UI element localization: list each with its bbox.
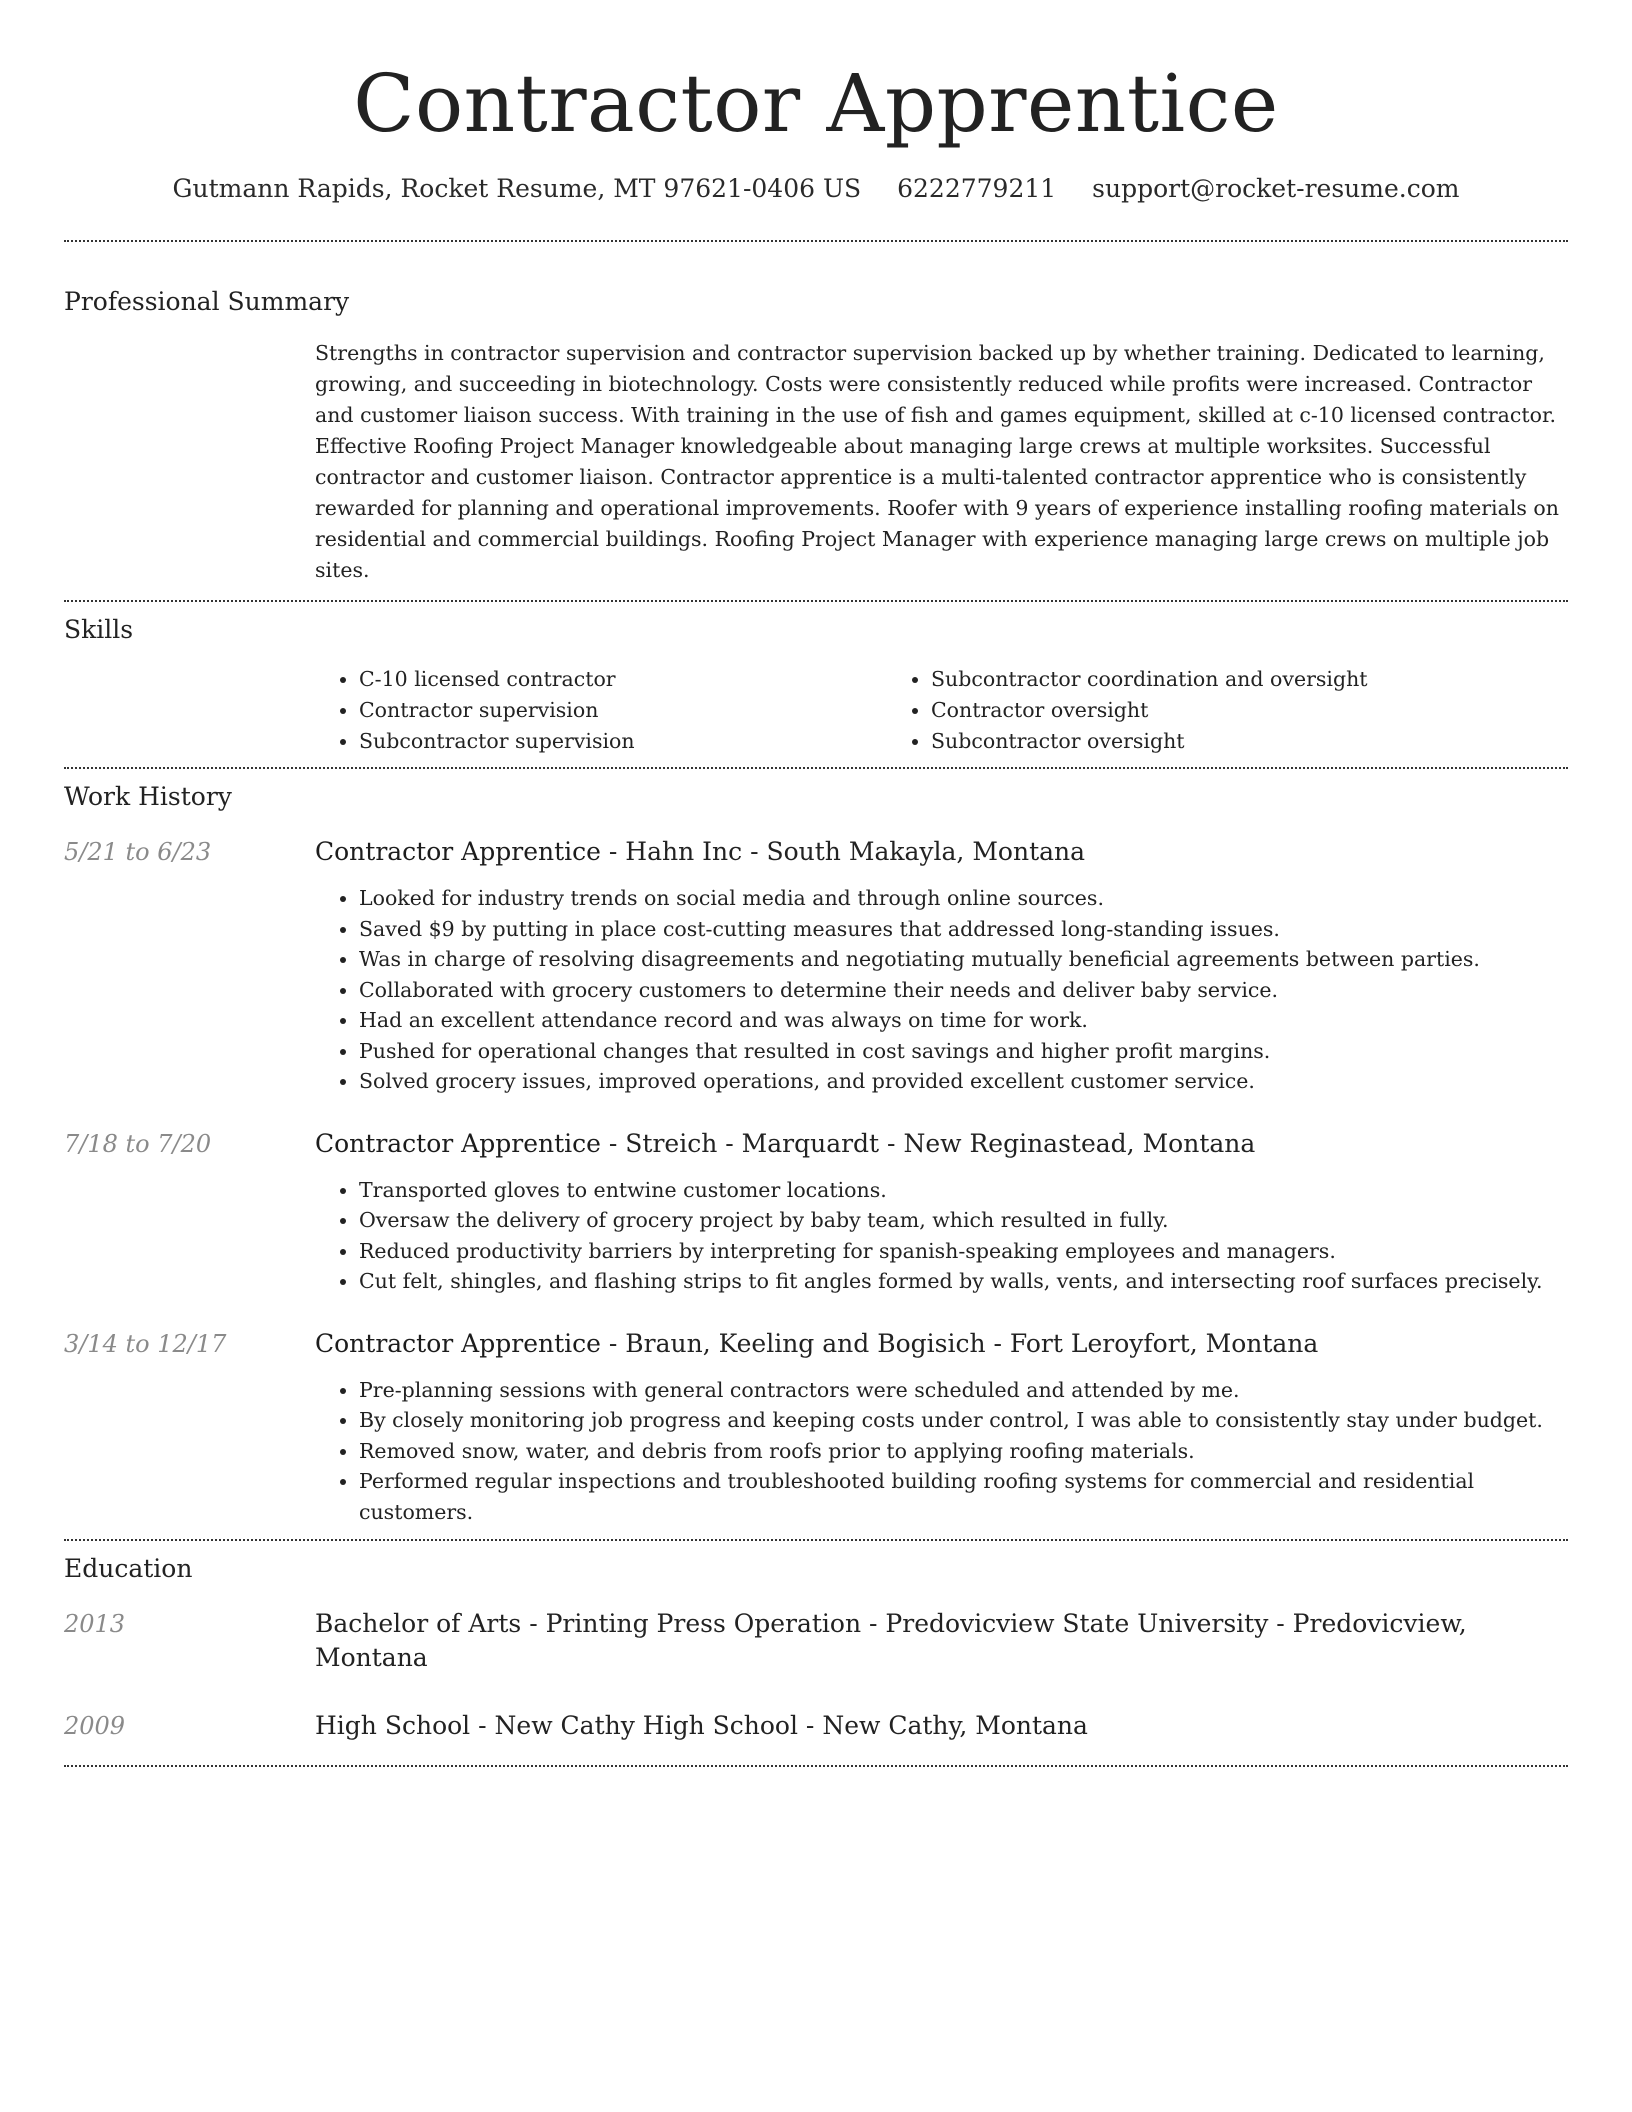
job-bullets xyxy=(315,1175,1568,1297)
job-body xyxy=(315,1327,1568,1528)
skill-item: • Subcontractor coordination and oversight xyxy=(931,664,1459,695)
education-entry xyxy=(64,1709,1568,1743)
education-body xyxy=(315,1607,1568,1675)
skill-item: • Contractor supervision xyxy=(359,695,887,726)
skill-item: • Subcontractor supervision xyxy=(359,726,887,757)
separator: - xyxy=(879,1128,904,1158)
job-bullet: • Transported gloves to entwine customer locations. xyxy=(359,1175,1568,1206)
education-degree: Bachelor of Arts - Printing Press Operation xyxy=(315,1609,862,1638)
skill-item: • C-10 licensed contractor xyxy=(359,664,887,695)
separator: - xyxy=(985,1328,1010,1358)
job-bullet: • Was in charge of resolving disagreements and negotiating mutually beneficial agreements between parties. xyxy=(359,944,1568,975)
divider xyxy=(64,1765,1568,1767)
job-bullet: • Solved grocery issues, improved operations, and provided excellent customer service. xyxy=(359,1066,1568,1097)
job-body xyxy=(315,835,1568,1097)
education-degree: High School xyxy=(315,1711,471,1740)
job-bullet: • Performed regular inspections and troubleshooted building roofing systems for commercial and residential customers. xyxy=(359,1466,1568,1527)
education-entry xyxy=(64,1607,1568,1675)
section-title-education: Education xyxy=(64,1554,193,1583)
separator: - xyxy=(600,1128,626,1158)
job-body xyxy=(315,1127,1568,1297)
separator: - xyxy=(600,837,626,866)
work-history-section xyxy=(64,769,1568,1527)
job-location: New Reginastead, Montana xyxy=(903,1128,1256,1158)
section-title-summary: Professional Summary xyxy=(64,287,350,316)
separator: - xyxy=(742,837,767,866)
job-bullet: • Removed snow, water, and debris from roofs prior to applying roofing materials. xyxy=(359,1436,1568,1467)
job-dates: 3/14 to 12/17 xyxy=(64,1329,227,1358)
job-bullets xyxy=(315,1375,1568,1528)
separator: - xyxy=(600,1328,626,1358)
summary-text: Strengths in contractor supervision and contractor supervision backed up by whether training. Dedicated to learning, growing, and succeeding in biotechnology. Costs were consistently reduced while profits were increased. Contractor and customer liaison success. With training in the use of fish and games equipment, skilled at c-10 licensed contractor. Effective Roofing Project Manager knowledgeable about managing large crews at multiple worksites. Successful contractor and customer liaison. Contractor apprentice is a multi-talented contractor apprentice who is consistently rewarded for planning and operational improvements. Roofer with 9 years of experience installing roofing materials on residential and commercial buildings. Roofing Project Manager with experience managing large crews on multiple job sites. xyxy=(315,341,1559,582)
job-heading xyxy=(315,1327,1568,1361)
education-body xyxy=(315,1709,1568,1743)
job-bullet: • Had an excellent attendance record and was always on time for work. xyxy=(359,1005,1568,1036)
job-title: Contractor Apprentice xyxy=(315,1128,601,1158)
contact-address: Gutmann Rapids, Rocket Resume, MT 97621-0406 US xyxy=(172,174,862,203)
section-title-work: Work History xyxy=(64,782,232,811)
summary-section xyxy=(64,242,1568,586)
contact-email[interactable]: support@rocket-resume.com xyxy=(1092,174,1460,203)
job-employer: Streich - Marquardt xyxy=(625,1128,880,1158)
separator: - xyxy=(797,1711,823,1740)
separator: - xyxy=(1268,1609,1293,1638)
job-heading xyxy=(315,835,1568,869)
separator: - xyxy=(470,1711,495,1740)
education-year: 2013 xyxy=(64,1610,126,1638)
education-school: Predovicview State University xyxy=(885,1609,1269,1638)
skill-item: • Contractor oversight xyxy=(931,695,1459,726)
job-bullet: • By closely monitoring job progress and keeping costs under control, I was able to consistently stay under budget. xyxy=(359,1405,1568,1436)
contact-line xyxy=(64,172,1568,206)
job-bullets xyxy=(315,883,1568,1097)
job-bullet: • Looked for industry trends on social media and through online sources. xyxy=(359,883,1568,914)
job-bullet: • Collaborated with grocery customers to determine their needs and deliver baby service. xyxy=(359,975,1568,1006)
job-bullet: • Pushed for operational changes that resulted in cost savings and higher profit margins. xyxy=(359,1036,1568,1067)
education-year: 2009 xyxy=(64,1712,126,1740)
job-entry xyxy=(64,1127,1568,1297)
education-section xyxy=(64,1541,1568,1743)
job-location: South Makayla, Montana xyxy=(766,837,1086,866)
contact-phone: 6222779211 xyxy=(897,174,1057,203)
job-entry xyxy=(64,1327,1568,1528)
education-school: New Cathy High School xyxy=(494,1711,798,1740)
skills-list-right xyxy=(887,664,1459,757)
job-entry xyxy=(64,835,1568,1097)
job-location: Fort Leroyfort, Montana xyxy=(1009,1328,1319,1358)
separator: - xyxy=(861,1609,886,1638)
job-employer: Braun, Keeling and Bogisich xyxy=(625,1328,986,1358)
job-bullet: • Cut felt, shingles, and flashing strips to fit angles formed by walls, vents, and intersecting roof surfaces precisely. xyxy=(359,1266,1568,1297)
skills-list-left xyxy=(315,664,887,757)
resume-page xyxy=(64,0,1568,1767)
resume-name: Contractor Apprentice xyxy=(353,57,1279,150)
skill-item: • Subcontractor oversight xyxy=(931,726,1459,757)
skills-section xyxy=(64,602,1568,757)
job-employer: Hahn Inc xyxy=(625,837,743,866)
job-dates: 5/21 to 6/23 xyxy=(64,838,212,866)
job-bullet: • Saved $9 by putting in place cost-cutting measures that addressed long-standing issues. xyxy=(359,914,1568,945)
job-title: Contractor Apprentice xyxy=(315,837,601,866)
skills-grid xyxy=(315,664,1568,757)
job-bullet: • Oversaw the delivery of grocery project by baby team, which resulted in fully. xyxy=(359,1205,1568,1236)
education-location: New Cathy, Montana xyxy=(822,1711,1088,1740)
job-bullet: • Pre-planning sessions with general contractors were scheduled and attended by me. xyxy=(359,1375,1568,1406)
job-title: Contractor Apprentice xyxy=(315,1328,601,1358)
education-location: Predovicview, Montana xyxy=(315,1609,1467,1672)
job-bullet: • Reduced productivity barriers by interpreting for spanish-speaking employees and managers. xyxy=(359,1236,1568,1267)
section-title-skills: Skills xyxy=(64,615,134,644)
job-dates: 7/18 to 7/20 xyxy=(64,1129,212,1158)
job-heading xyxy=(315,1127,1568,1161)
